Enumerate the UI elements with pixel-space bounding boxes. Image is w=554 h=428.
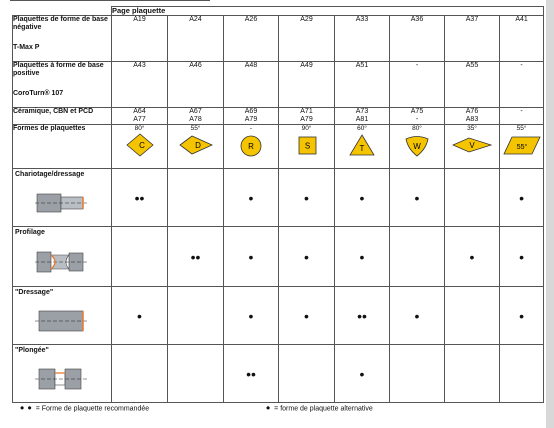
row-operation: [13, 345, 544, 403]
legend-alternative: [266, 401, 373, 415]
mark-cell: •: [224, 227, 279, 287]
header-row: [13, 7, 544, 16]
row-operation: [13, 287, 544, 345]
code-cell: A19: [112, 16, 168, 62]
mark-cell: •: [500, 227, 544, 287]
shape-cell: [445, 125, 500, 169]
plunging-workpiece-icon: [35, 366, 91, 392]
legend-alternative-symbol: •: [266, 401, 271, 415]
shapes-label: Formes de plaquettes: [13, 125, 112, 169]
insert-v-icon: [451, 132, 493, 158]
mark-cell: ••: [335, 287, 390, 345]
mark-cell: •: [335, 227, 390, 287]
shape-cell: [168, 125, 224, 169]
shape-angle: 80°: [134, 125, 145, 132]
shape-angle: 80°: [412, 125, 422, 132]
code-cell: A55: [445, 62, 500, 108]
code-cell: A37: [445, 16, 500, 62]
shape-angle: 55°: [516, 125, 527, 132]
code-cell: A26: [224, 16, 279, 62]
shape-angle: 35°: [467, 125, 477, 132]
svg-text:S: S: [304, 141, 310, 151]
mark-cell: •: [279, 169, 335, 227]
shape-angle: -: [249, 125, 253, 132]
shape-cell: [224, 125, 279, 169]
mark-cell: •: [224, 169, 279, 227]
code-cell: A33: [335, 16, 390, 62]
mark-cell: ••: [168, 227, 224, 287]
legend-recommended: [20, 401, 150, 415]
row-negative: [13, 16, 544, 62]
mark-cell: •: [279, 227, 335, 287]
facing-workpiece-icon: [35, 190, 91, 216]
insert-s-icon: [292, 132, 322, 158]
code-cell: A73 A81: [335, 108, 390, 125]
code-cell: A41: [500, 16, 544, 62]
row-positive: [13, 62, 544, 108]
page-label-header: Page plaquette: [112, 7, 544, 16]
brand-coroturn: CoroTurn® 107: [13, 90, 64, 97]
ceramic-label: Céramique, CBN et PCD: [13, 108, 112, 125]
mark-cell: [279, 345, 335, 403]
insert-c-icon: [125, 132, 155, 158]
shape-cell: [112, 125, 168, 169]
shape-angle: 60°: [357, 125, 367, 132]
mark-cell: •: [445, 227, 500, 287]
svg-text:V: V: [469, 141, 475, 150]
code-cell: A64 A77: [112, 108, 168, 125]
mark-cell: •: [279, 287, 335, 345]
mark-cell: •: [335, 345, 390, 403]
mark-cell: •: [500, 169, 544, 227]
mark-cell: [390, 345, 445, 403]
row-operation: [13, 227, 544, 287]
code-cell: A43: [112, 62, 168, 108]
svg-text:C: C: [138, 141, 145, 150]
code-cell: A75 -: [390, 108, 445, 125]
operation-label-cell: [13, 227, 112, 287]
negative-label: Plaquettes de forme de base négative: [13, 16, 108, 31]
svg-text:D: D: [194, 141, 201, 150]
svg-text:55°: 55°: [516, 144, 527, 151]
code-cell: A24: [168, 16, 224, 62]
shape-cell: [335, 125, 390, 169]
svg-text:T: T: [359, 144, 365, 153]
shape-cell: [390, 125, 445, 169]
code-cell: A69 A79: [224, 108, 279, 125]
mark-cell: [168, 345, 224, 403]
mark-cell: •: [390, 169, 445, 227]
row-ceramic: [13, 108, 544, 125]
mark-cell: [390, 227, 445, 287]
shape-angle: 55°: [190, 125, 201, 132]
insert-w-icon: [402, 132, 432, 158]
mark-cell: •: [390, 287, 445, 345]
operation-label-cell: [13, 287, 112, 345]
operation-label: "Plongée": [15, 347, 49, 354]
mark-cell: [445, 287, 500, 345]
row-operation: [13, 169, 544, 227]
dressing-workpiece-icon: [35, 308, 91, 334]
legend-alternative-text: = forme de plaquette alternative: [274, 405, 373, 413]
mark-cell: [445, 169, 500, 227]
positive-label: Plaquettes à forme de base positive: [13, 62, 104, 77]
row-shapes: [13, 125, 544, 169]
code-cell: -: [500, 62, 544, 108]
code-cell: -: [390, 62, 445, 108]
mark-cell: [445, 345, 500, 403]
insert-parallelogram-icon: [502, 132, 542, 158]
operation-label-cell: [13, 345, 112, 403]
shape-cell: [500, 125, 544, 169]
mark-cell: •: [500, 287, 544, 345]
legend-recommended-text: = Forme de plaquette recommandée: [35, 405, 150, 413]
code-cell: A46: [168, 62, 224, 108]
insert-t-icon: [347, 132, 377, 158]
operation-label: Profilage: [15, 229, 45, 236]
legend-recommended-symbol: • •: [20, 401, 32, 415]
code-cell: A76 A83: [445, 108, 500, 125]
shape-angle: 90°: [301, 125, 312, 132]
svg-text:W: W: [413, 142, 421, 151]
code-cell: A49: [279, 62, 335, 108]
mark-cell: [168, 169, 224, 227]
mark-cell: [500, 345, 544, 403]
shape-cell: [279, 125, 335, 169]
mark-cell: [112, 227, 168, 287]
insert-d-icon: [178, 132, 214, 158]
operation-label: Chariotage/dressage: [15, 171, 85, 178]
code-cell: A51: [335, 62, 390, 108]
operation-label-cell: [13, 169, 112, 227]
code-cell: A29: [279, 16, 335, 62]
code-cell: A71 A79: [279, 108, 335, 125]
negative-label-cell: [13, 16, 112, 62]
positive-label-cell: [13, 62, 112, 108]
mark-cell: •: [335, 169, 390, 227]
top-rule: [10, 0, 210, 5]
mark-cell: •: [112, 287, 168, 345]
brand-tmaxp: T-Max P: [13, 44, 40, 51]
code-cell: -: [500, 108, 544, 125]
code-cell: A67 A78: [168, 108, 224, 125]
mark-cell: •: [224, 287, 279, 345]
mark-cell: [168, 287, 224, 345]
insert-r-icon: [236, 132, 266, 158]
insert-selection-table: [12, 6, 544, 403]
operation-label: "Dressage": [15, 289, 54, 296]
code-cell: A48: [224, 62, 279, 108]
right-edge-strip: [546, 0, 554, 428]
code-cell: A36: [390, 16, 445, 62]
mark-cell: ••: [224, 345, 279, 403]
svg-text:R: R: [248, 142, 254, 151]
profiling-workpiece-icon: [35, 248, 91, 276]
mark-cell: [112, 345, 168, 403]
mark-cell: ••: [112, 169, 168, 227]
